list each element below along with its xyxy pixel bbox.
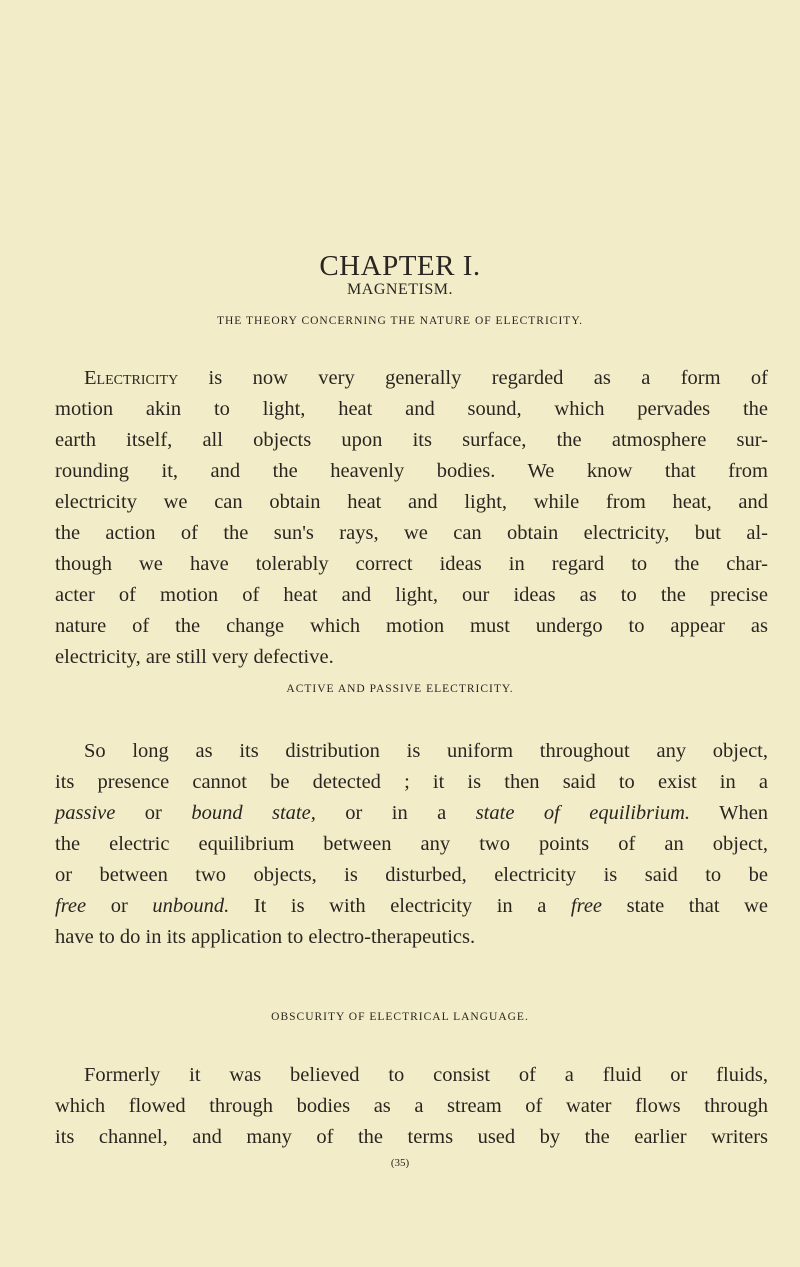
text-segment: Formerly it was believed to consist of a fluid or fluids,: [84, 1064, 768, 1086]
section-heading: OBSCURITY OF ELECTRICAL LANGUAGE.: [271, 1011, 529, 1023]
text-segment: electricity, are still very defective.: [55, 646, 334, 668]
text-line: [55, 611, 768, 642]
text-segment: earth itself, all objects upon its surface, the atmosphere sur-: [55, 429, 768, 451]
text-line: [84, 363, 768, 394]
text-segment: or between two objects, is disturbed, electricity is said to be: [55, 864, 768, 886]
text-segment: rounding it, and the heavenly bodies. We know that from: [55, 460, 768, 482]
italic-text: state of equilibrium.: [475, 802, 691, 824]
text-segment: though we have tolerably correct ideas in regard to the char-: [55, 553, 768, 575]
page-number: (35): [390, 1157, 410, 1169]
text-segment: the electric equilibrium between any two points of an object,: [55, 833, 768, 855]
text-segment: is now very generally regarded as a form of: [178, 367, 768, 389]
text-segment: electricity we can obtain heat and light, while from heat, and: [55, 491, 768, 513]
text-line: [55, 549, 768, 580]
text-line: [55, 487, 768, 518]
section-heading: THE THEORY CONCERNING THE NATURE OF ELECTRICITY.: [216, 315, 584, 327]
italic-text: unbound.: [152, 895, 230, 917]
text-segment: nature of the change which motion must undergo to appear as: [55, 615, 768, 637]
text-segment: motion akin to light, heat and sound, which pervades the: [55, 398, 768, 420]
text-line: [55, 518, 768, 549]
text-segment: state that we: [602, 895, 768, 917]
italic-text: bound state,: [191, 802, 316, 824]
text-segment: its presence cannot be detected ; it is then said to exist in a: [55, 771, 768, 793]
text-segment: have to do in its application to electro-therapeutics.: [55, 926, 476, 948]
text-line: [55, 1122, 768, 1153]
text-segment: or in a: [315, 802, 476, 824]
text-line: [84, 1060, 768, 1091]
text-line: [55, 394, 768, 425]
text-segment: Electricity: [84, 367, 179, 389]
text-line: [55, 425, 768, 456]
text-segment: the action of the sun's rays, we can obtain electricity, but al-: [55, 522, 768, 544]
text-line: [55, 891, 768, 922]
text-segment: which flowed through bodies as a stream of water flows through: [55, 1095, 768, 1117]
text-line: [84, 736, 768, 767]
italic-text: free: [55, 895, 87, 917]
text-line: [55, 829, 768, 860]
text-line: [55, 767, 768, 798]
text-line: [55, 642, 768, 673]
text-segment: acter of motion of heat and light, our ideas as to the precise: [55, 584, 768, 606]
chapter-subtitle: MAGNETISM.: [347, 281, 453, 298]
text-segment: or: [115, 802, 192, 824]
text-line: [55, 456, 768, 487]
text-line: [55, 1091, 768, 1122]
italic-text: free: [570, 895, 603, 917]
text-line: [55, 580, 768, 611]
text-line: [55, 798, 768, 829]
text-segment: or: [86, 895, 153, 917]
italic-text: passive: [55, 802, 116, 824]
text-segment: It is with electricity in a: [229, 895, 571, 917]
text-segment: So long as its distribution is uniform throughout any object,: [84, 740, 768, 762]
text-line: [55, 860, 768, 891]
text-line: [55, 922, 768, 953]
chapter-title: CHAPTER I.: [319, 250, 481, 282]
text-segment: When: [690, 802, 769, 824]
text-segment: its channel, and many of the terms used by the earlier writers: [55, 1126, 768, 1148]
section-heading: ACTIVE AND PASSIVE ELECTRICITY.: [286, 683, 514, 695]
